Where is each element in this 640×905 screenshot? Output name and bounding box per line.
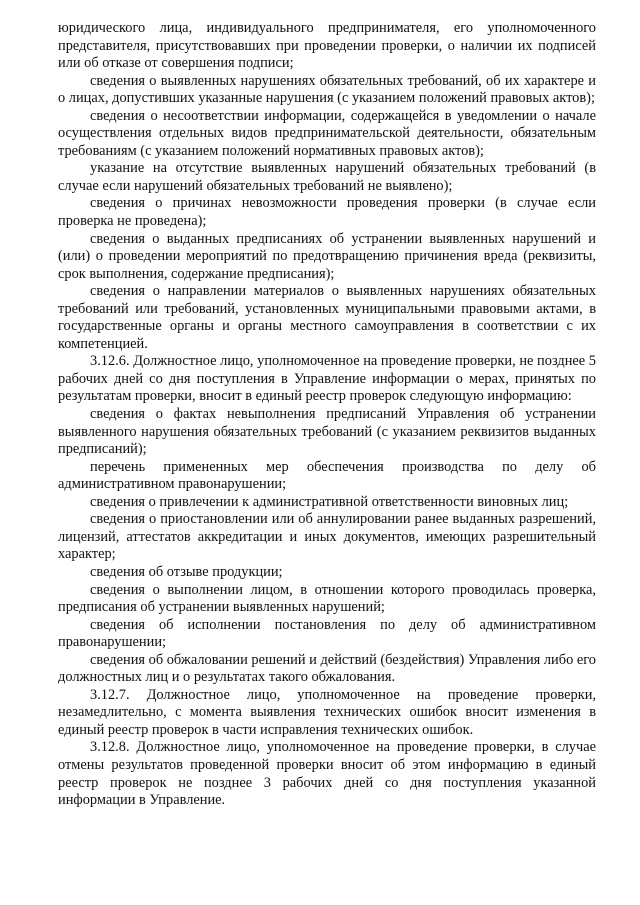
paragraph-3-12-8: 3.12.8. Должностное лицо, уполномоченное на проведение проверки, в случае отмены результатов проведенной проверки вносит об этом информацию в единый реестр проверок не позднее 3 рабочих дней со дня поступления указанной информации в Управление. [58,739,596,809]
paragraph-violations: сведения о выявленных нарушениях обязательных требований, об их характере и о лицах, допустивших указанные нарушения (с указанием положений правовых актов); [58,72,596,107]
paragraph-prescription-fulfilled: сведения о выполнении лицом, в отношении которого проводилась проверка, предписания об устранении выявленных нарушений; [58,581,596,616]
paragraph-3-12-7: 3.12.7. Должностное лицо, уполномоченное на проведение проверки, незамедлительно, с момента выявления технических ошибок вносит изменения в единый реестр проверок в части исправления технических ошибок. [58,686,596,738]
paragraph-administrative-liability: сведения о привлечении к административной ответственности виновных лиц; [90,493,569,510]
paragraph-notice-mismatch: сведения о несоответствии информации, содержащейся в уведомлении о начале осуществления отдельных видов предпринимательской деятельности, обязательным требованиям (с указанием положений нормативных правовых актов); [58,107,596,159]
paragraph-product-recall: сведения об отзыве продукции; [90,563,283,580]
paragraph-enforcement-measures: перечень примененных мер обеспечения производства по делу об административном правонарушении; [58,458,596,493]
paragraph-inspection-not-held: сведения о причинах невозможности проведения проверки (в случае если проверка не проведена); [58,195,596,230]
paragraph-no-violations: указание на отсутствие выявленных нарушений обязательных требований (в случае если нарушений обязательных требований не выявлено); [58,160,596,194]
paragraph-prescriptions-issued: сведения о выданных предписаниях об устранении выявленных нарушений и (или) о проведении мероприятий по предотвращению причинения вреда (реквизиты, срок выполнения, содержание предписания); [58,230,596,282]
document-page [58,20,596,810]
paragraph-non-fulfillment: сведения о фактах невыполнения предписаний Управления об устранении выявленного нарушения обязательных требований (с указанием реквизитов выданных предписаний); [58,406,596,458]
paragraph-continuation: юридического лица, индивидуального предпринимателя, его уполномоченного представителя, присутствовавших при проведении проверки, о наличии их подписей или об отказе от совершения подписи; [58,20,596,72]
paragraph-3-12-6: 3.12.6. Должностное лицо, уполномоченное на проведение проверки, не позднее 5 рабочих дней со дня поступления в Управление информации о мерах, принятых по результатам проверки, вносит в единый реестр проверок следующую информацию: [58,353,596,405]
paragraph-resolution-execution: сведения об исполнении постановления по делу об административном правонарушении; [58,616,596,651]
paragraph-suspension-annulment: сведения о приостановлении или об аннулировании ранее выданных разрешений, лицензий, аттестатов аккредитации и иных документов, имеющих разрешительный характер; [58,511,596,563]
paragraph-materials-sent: сведения о направлении материалов о выявленных нарушениях обязательных требований или требований, установленных муниципальными правовыми актами, в государственные органы и органы местного самоуправления в соответствии с их компетенцией. [58,283,596,352]
paragraph-appeals: сведения об обжаловании решений и действий (бездействия) Управления либо его должностных лиц и о результатах такого обжалования. [58,651,596,686]
